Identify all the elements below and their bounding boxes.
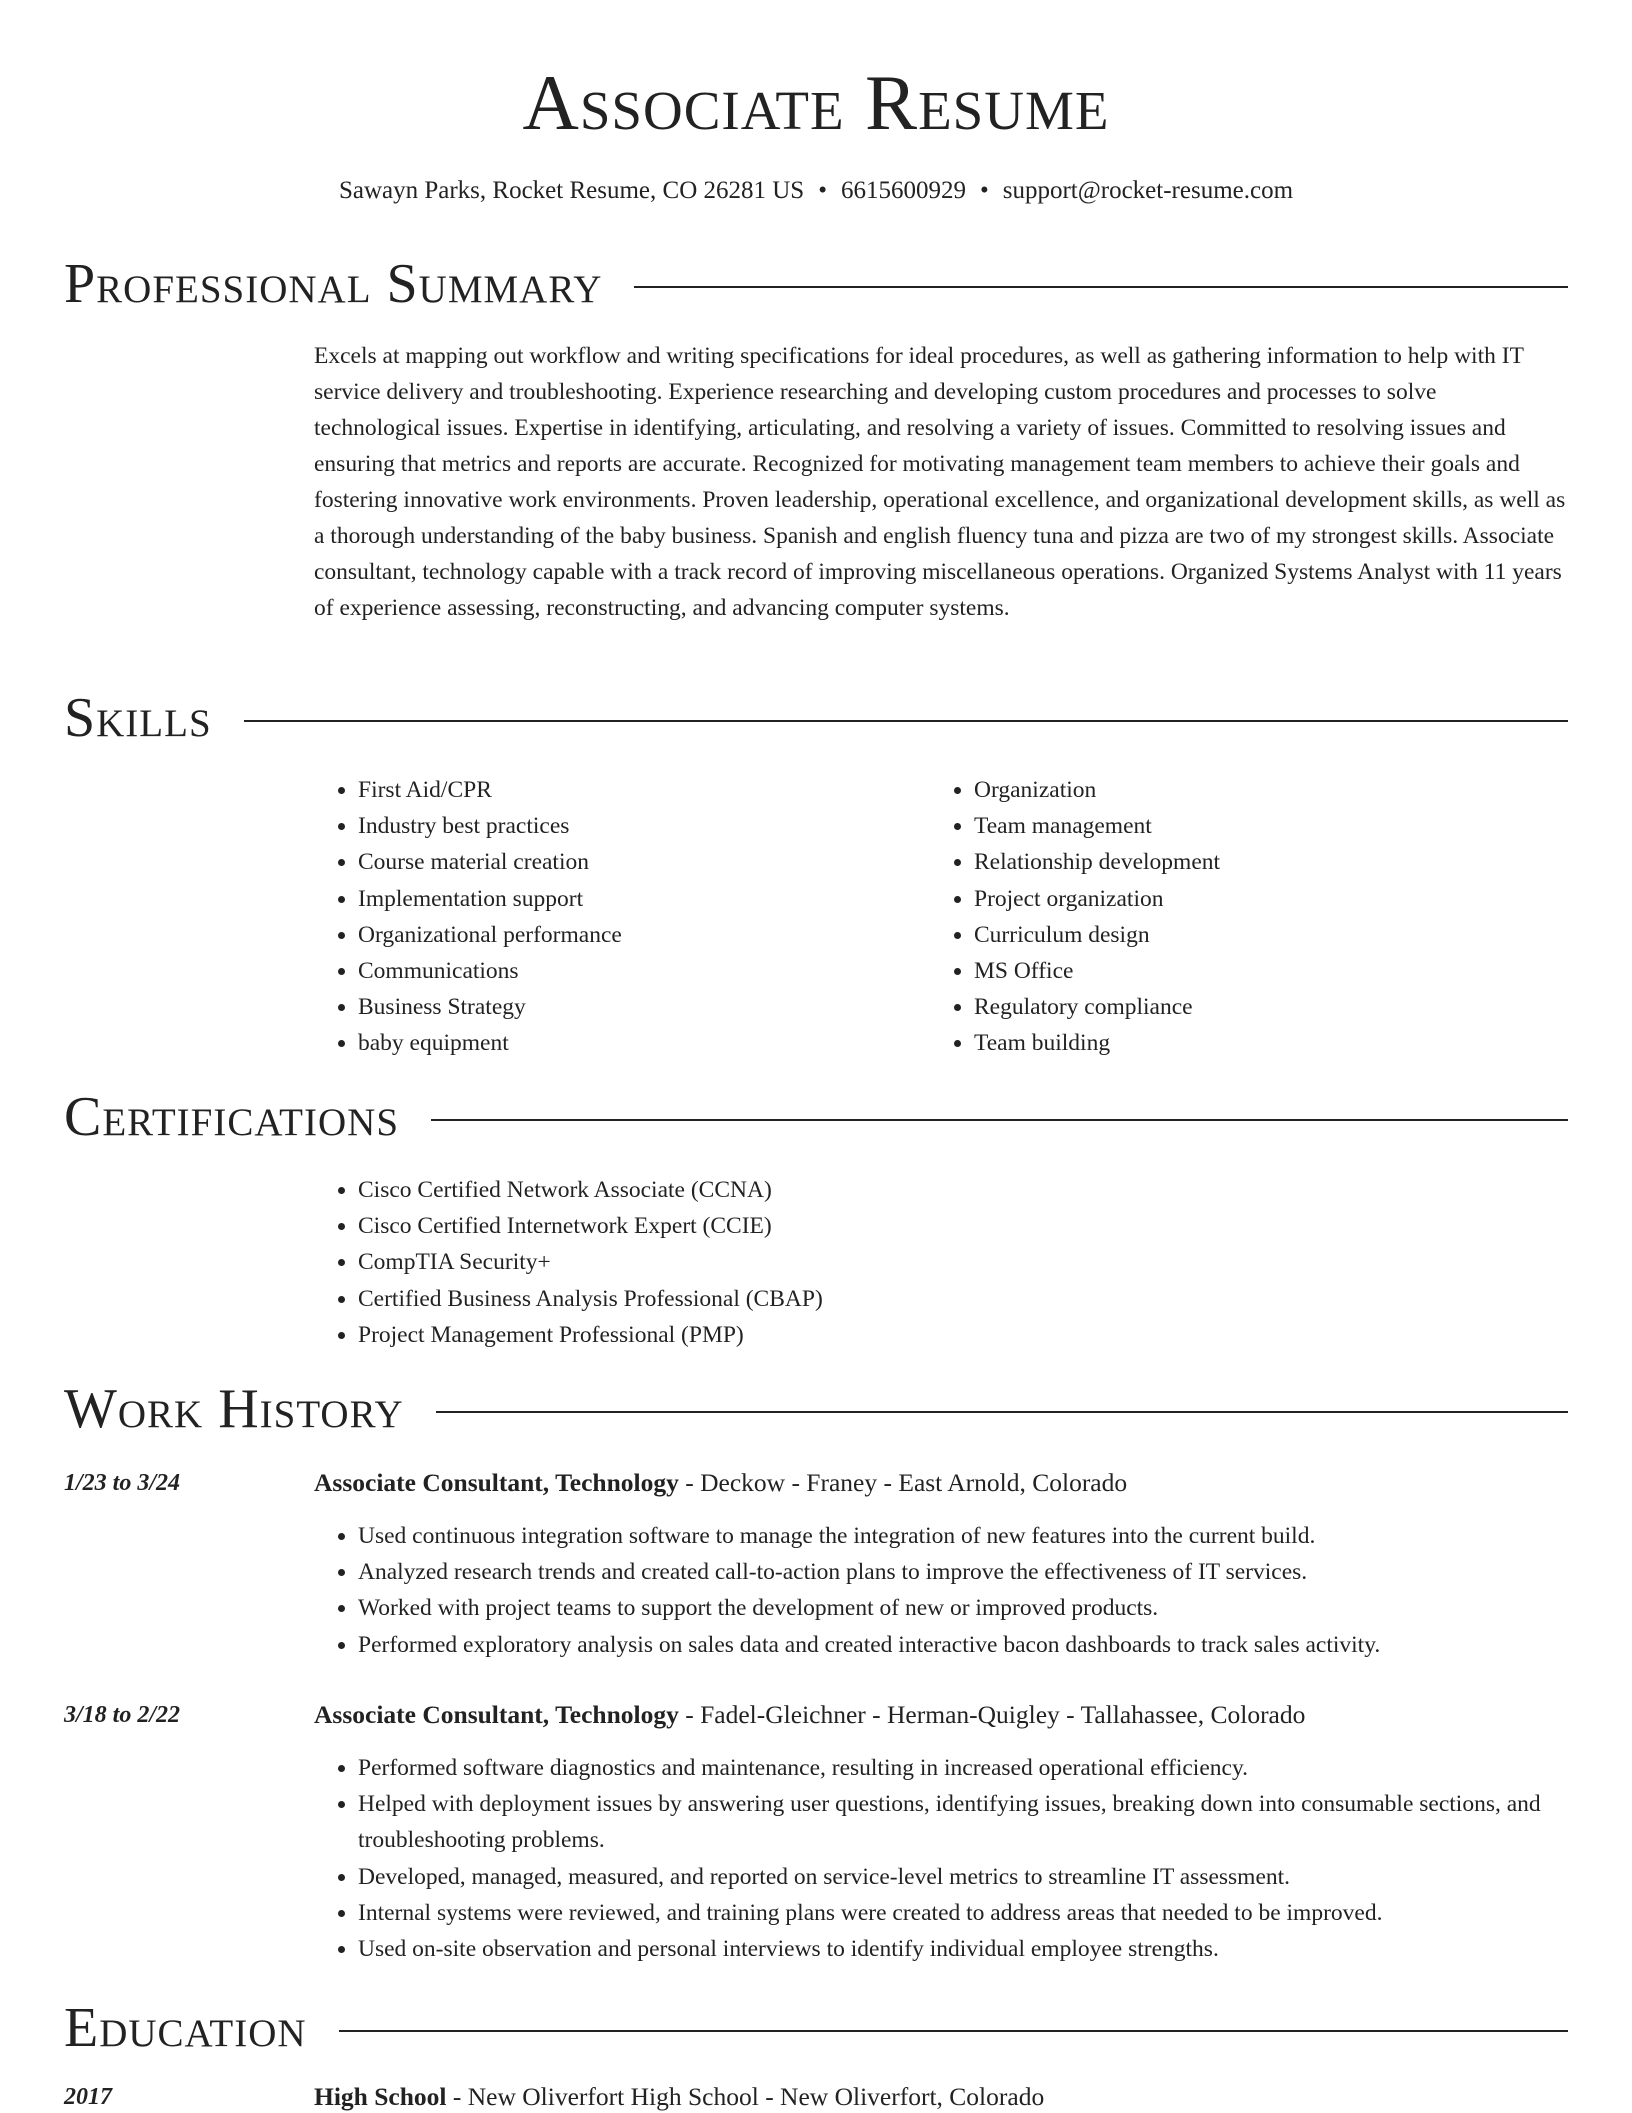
summary-section-header (64, 252, 1568, 316)
job-employer-location: - Deckow - Franey - East Arnold, Colorado (678, 1468, 1128, 1497)
contact-phone: 6615600929 (840, 177, 966, 204)
skill-item: • baby equipment (358, 1025, 622, 1061)
certification-item: • CompTIA Security+ (358, 1244, 823, 1280)
job-bullet: • Developed, managed, measured, and reported on service-level metrics to streamline IT assessment. (358, 1859, 1568, 1895)
skill-item: • First Aid/CPR (358, 772, 622, 808)
job-header (314, 1467, 1127, 1499)
certification-item: • Certified Business Analysis Professional (CBAP) (358, 1281, 823, 1317)
skill-item: • Implementation support (358, 881, 622, 917)
skill-item: • Team management (974, 808, 1220, 844)
skill-item: • MS Office (974, 953, 1220, 989)
contact-separator: • (818, 177, 827, 204)
contact-separator: • (979, 177, 989, 204)
job-bullet: • Used on-site observation and personal interviews to identify individual employee strengths. (358, 1931, 1568, 1967)
skills-heading: Skills (64, 687, 212, 749)
summary-heading: Professional Summary (64, 253, 603, 315)
section-divider (431, 1119, 1568, 1121)
job-bullet: • Analyzed research trends and created call-to-action plans to improve the effectiveness of IT services. (358, 1554, 1568, 1590)
job-bullet: • Helped with deployment issues by answering user questions, identifying issues, breaking down into consumable sections, and troubleshooting problems. (358, 1786, 1568, 1858)
job-bullet-list (314, 1750, 1568, 1967)
certification-item: • Cisco Certified Internetwork Expert (CCIE) (358, 1208, 823, 1244)
skill-item: • Communications (358, 953, 622, 989)
certifications-heading: Certifications (64, 1086, 400, 1148)
skill-item: • Industry best practices (358, 808, 622, 844)
job-title: Associate Consultant, Technology (314, 1700, 679, 1729)
education-year: 2017 (64, 2084, 112, 2110)
education-section-header (64, 1996, 1568, 2060)
job-title: Associate Consultant, Technology (314, 1468, 679, 1497)
section-divider (244, 720, 1568, 722)
education-heading: Education (64, 1997, 307, 2059)
skill-item: • Project organization (974, 881, 1220, 917)
job-bullet-list (314, 1518, 1568, 1663)
job-bullet: • Worked with project teams to support the development of new or improved products. (358, 1590, 1568, 1626)
skill-item: • Team building (974, 1025, 1220, 1061)
job-bullet: • Performed exploratory analysis on sales data and created interactive bacon dashboards to track sales activity. (358, 1627, 1568, 1663)
education-school-location: - New Oliverfort High School - New Oliverfort, Colorado (446, 2082, 1045, 2111)
job-bullet: • Used continuous integration software to manage the integration of new features into the current build. (358, 1518, 1568, 1554)
skill-item: • Business Strategy (358, 989, 622, 1025)
work-history-section-header (64, 1377, 1568, 1441)
skill-item: • Organizational performance (358, 917, 622, 953)
job-dates: 1/23 to 3/24 (64, 1470, 181, 1496)
skills-section-header (64, 686, 1568, 750)
certifications-list (314, 1172, 823, 1353)
contact-line (0, 176, 1632, 206)
section-divider (634, 286, 1568, 288)
skills-right-column (930, 772, 1220, 1062)
certification-item: • Project Management Professional (PMP) (358, 1317, 823, 1353)
job-bullet: • Performed software diagnostics and maintenance, resulting in increased operational efficiency. (358, 1750, 1568, 1786)
education-header (314, 2081, 1044, 2113)
job-header (314, 1699, 1305, 1731)
job-employer-location: - Fadel-Gleichner - Herman-Quigley - Tallahassee, Colorado (678, 1700, 1306, 1729)
summary-text: Excels at mapping out workflow and writing specifications for ideal procedures, as well as gathering information to help with IT service delivery and troubleshooting. Experience researching and developing custom procedures and processes to solve technological issues. Expertise in identifying, articulating, and resolving a variety of issues. Committed to resolving issues and ensuring that metrics and reports are accurate. Recognized for motivating management team members to achieve their goals and fostering innovative work environments. Proven leadership, operational excellence, and organizational development skills, as well as a thorough understanding of the baby business. Spanish and english fluency tuna and pizza are two of my strongest skills. Associate consultant, technology capable with a track record of improving miscellaneous operations. Organized Systems Analyst with 11 years of experience assessing, reconstructing, and advancing computer systems. (314, 343, 1566, 621)
certifications-section-header (64, 1085, 1568, 1149)
skill-item: • Curriculum design (974, 917, 1220, 953)
education-degree: High School (314, 2082, 447, 2111)
skills-left-column (314, 772, 622, 1062)
skill-item: • Organization (974, 772, 1220, 808)
contact-email: support@rocket-resume.com (1002, 177, 1294, 204)
job-dates: 3/18 to 2/22 (64, 1702, 181, 1728)
skill-item: • Regulatory compliance (974, 989, 1220, 1025)
job-bullet: • Internal systems were reviewed, and training plans were created to address areas that needed to be improved. (358, 1895, 1568, 1931)
work-history-heading: Work History (64, 1378, 404, 1440)
certification-item: • Cisco Certified Network Associate (CCNA) (358, 1172, 823, 1208)
skill-item: • Course material creation (358, 844, 622, 880)
section-divider (339, 2030, 1568, 2032)
section-divider (436, 1411, 1568, 1413)
skill-item: • Relationship development (974, 844, 1220, 880)
resume-title: Associate Resume (522, 59, 1110, 146)
contact-address: Sawayn Parks, Rocket Resume, CO 26281 US (338, 177, 805, 204)
